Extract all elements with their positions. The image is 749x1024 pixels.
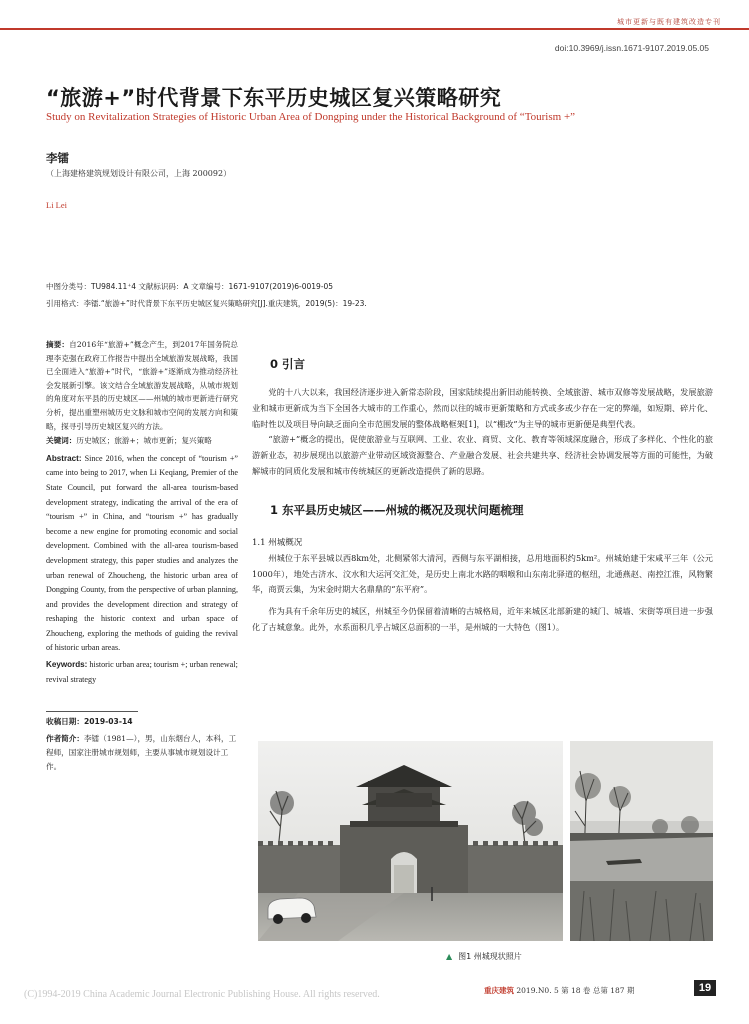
issue-info [484, 985, 716, 997]
doi[interactable]: doi:10.3969/j.issn.1671-9107.2019.05.05 [554, 43, 709, 53]
article-title: “旅游+”时代背景下东平历史城区复兴策略研究 [46, 86, 502, 110]
abstract-label-english: Abstract: [46, 453, 82, 463]
author-affiliation: （上海建格建筑规划设计有限公司，上海 200092） [46, 169, 232, 178]
body-paragraph: 作为具有千余年历史的城区，州城至今仍保留着清晰的古城格局，近年来城区北部新建的城门、城墙、宋街等项目进一步强化了古城意象。此外，水系面积几乎占城区总面积的一半，是州城的一大特色（图1）。 [252, 606, 713, 632]
triangle-marker-icon: ▲ [446, 952, 453, 961]
classification-line: 中图分类号：TU984.11⁺4 文献标识码：A 文章编号：1671-9107(2019)6-0019-05 [46, 282, 334, 291]
keywords-text-english: historic urban area; tourism +; urban renewal; revival strategy [46, 660, 238, 684]
series-label: 城市更新与既有建筑改造专刊 [617, 18, 721, 26]
body-column [252, 356, 713, 636]
issue-text: 2019.N0. 5 第 18 卷 总第 187 期 [516, 986, 635, 995]
keywords-english [46, 658, 238, 687]
body-paragraph: 党的十八大以来，我国经济逐步进入新常态阶段，国家陆续提出新旧动能转换、全域旅游、城市双修等发展战略，发展旅游业和城市更新成为当下全国各大城市的工作重心，然而以往的城市更新策略和方式或多或少存在一定的弊端，如短期、碎片化、临时性以及项目导向缺乏面向全市范围发展的整体战略框架[1]，以“棚改”为主导的城市更新便是典型代表。 [252, 387, 713, 429]
abstract-english [46, 452, 238, 656]
body-paragraph: 州城位于东平县城以西8km处，北侧紧邻大清河，西侧与东平湖相接，总用地面积约5km²。州城始建于宋咸平三年（公元1000年），地处古济水、汶水和大运河交汇处，是历史上南北水路的咽喉和山东南北驿道的枢纽，北通燕赵、南控江淮，风物繁华，商贾云集，为宋金时期大名鼎鼎的“东平府”。 [252, 552, 713, 595]
author-bio-text: 李镭（1981—），男，山东烟台人，本科，工程师，国家注册城市规划师，主要从事城市规划设计工作。 [46, 734, 237, 772]
footnote-rule [46, 711, 138, 712]
copyright-notice: (C)1994-2019 China Academic Journal Electronic Publishing House. All rights reserved. [24, 989, 380, 1000]
section-heading-1: 1 东平县历史城区——州城的概况及现状问题梳理 [270, 502, 524, 517]
subsection-heading: 1.1 州城概况 [252, 537, 303, 548]
abstract-chinese [46, 338, 238, 433]
keywords-label: 关键词： [46, 436, 77, 446]
figure-caption [446, 951, 522, 962]
journal-name: 重庆建筑 [484, 986, 514, 995]
figure-caption-text: 图1 州城现状照片 [458, 952, 522, 961]
page-number: 19 [694, 980, 716, 996]
figure-photo-city-gate [258, 741, 563, 941]
author-bio [46, 732, 238, 774]
abstract-column [46, 338, 238, 774]
keywords-label-english: Keywords: [46, 660, 88, 670]
author-name: 李镭 [46, 151, 69, 165]
header-rule [0, 28, 749, 30]
abstract-text-english: Since 2016, when the concept of “tourism +” came into being to 2017, when Li Keqiang, Premier of the State Council, put forward the all-area tourism-based development strategy, indicating the arrival of the era of “tourism +” in China, and “tourism +” has gradually become a new engine for promoting economic and social development. Combined with the all-area tourism-based development strategy, this paper studies and analyzes the urban renewal of Zhoucheng, the historic urban area of Dongping County, from the perspective of urban planning, and provides the development direction and strategy of reshaping the historic context and urban space of Zhoucheng, exploring the methods of guiding the revival of historic urban areas. [46, 453, 238, 653]
body-paragraph: “旅游+”概念的提出，促使旅游业与互联网、工业、农业、商贸、文化、教育等领域深度融合，形成了多样化、个性化的旅游新业态，初步展现出以旅游产业带动区域资源整合、产业融合发展、社会共建共享、经济社会协调发展等方面的可能性，为破解城市的同质化发展和城市传统城区的更新改造提供了新的思路。 [252, 434, 713, 476]
article-title-english: Study on Revitalization Strategies of Historic Urban Area of Dongping under the Historical Background of “Tourism +” [46, 111, 576, 123]
abstract-text: 自2016年“旅游+”概念产生，到2017年国务院总理李克强在政府工作报告中提出全域旅游发展战略，我国已全面进入“旅游+”时代，“旅游+”逐渐成为推动经济社会发展新引擎。该文结合全域旅游发展战略，从城市规划的角度对东平县的历史城区——州城的城市更新进行研究分析，提出重塑州城历史文脉和城市空间的发展方向和策略，探寻引导历史城区复兴的方法。 [46, 340, 239, 431]
author-name-english: Li Lei [46, 200, 68, 210]
abstract-label: 摘要： [46, 340, 70, 349]
figure-photo-waterfront [570, 741, 713, 941]
section-heading-0: 0 引言 [270, 357, 306, 371]
received-date [46, 715, 238, 729]
page-header [0, 0, 749, 30]
keywords-chinese [46, 434, 238, 448]
author-bio-label: 作者简介： [46, 734, 84, 744]
received-date-text: 收稿日期：2019-03-14 [46, 717, 133, 727]
citation-line: 引用格式：李镭.“旅游+”时代背景下东平历史城区复兴策略研究[J].重庆建筑，2019(5)：19-23. [46, 299, 367, 308]
keywords-text: 历史城区；旅游+；城市更新；复兴策略 [76, 436, 212, 446]
